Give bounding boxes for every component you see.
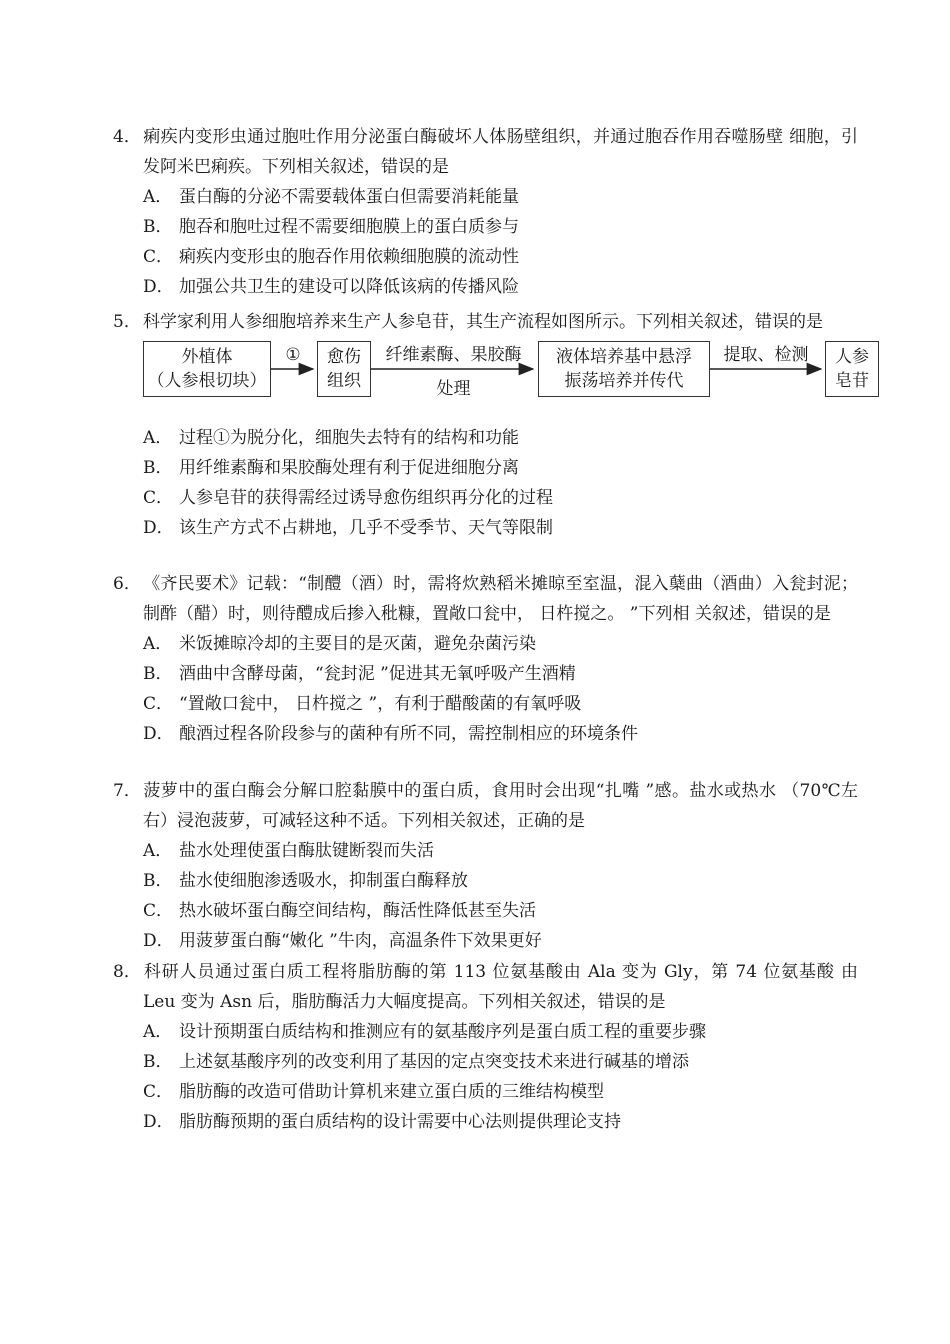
question-number: 5． — [113, 312, 141, 332]
option-d[interactable] — [113, 926, 858, 956]
option-d[interactable] — [113, 719, 858, 749]
question-stem: 菠萝中的蛋白酶会分解口腔黏膜中的蛋白质，食用时会出现“扎嘴 ”感。盐水或热水 （70℃左右）浸泡菠萝，可减轻这种不适。下列相关叙述，正确的是 — [143, 781, 858, 831]
option-letter: B． — [143, 1052, 173, 1072]
option-letter: D． — [143, 518, 174, 538]
option-text: 设计预期蛋白质结构和推测应有的氨基酸序列是蛋白质工程的重要步骤 — [179, 1022, 706, 1042]
option-text: 脂肪酶预期的蛋白质结构的设计需要中心法则提供理论支持 — [179, 1112, 621, 1132]
option-text: 热水破坏蛋白酶空间结构，酶活性降低甚至失活 — [179, 901, 536, 921]
option-letter: D． — [143, 724, 174, 744]
option-letter: B． — [143, 217, 173, 237]
question-stem: 《齐民要术》记载：“制醴（酒）时，需将炊熟稻米摊晾至室温，混入蘖曲（酒曲）入瓮封泥；制酢（醋）时，则待醴成后掺入秕糠，置敞口瓮中， 日杵搅之。 ”下列相 关叙述，错误的是 — [143, 574, 858, 624]
question-5 — [113, 307, 869, 543]
option-text: 该生产方式不占耕地，几乎不受季节、天气等限制 — [179, 518, 553, 538]
question-number: 6． — [113, 574, 141, 594]
option-c[interactable] — [113, 242, 858, 272]
arrow-label-treatment: 处理 — [436, 379, 471, 399]
option-text: 米饭摊晾冷却的主要目的是灭菌，避免杂菌污染 — [179, 634, 536, 654]
option-b[interactable] — [113, 212, 858, 242]
option-text: 用纤维素酶和果胶酶处理有利于促进细胞分离 — [179, 458, 519, 478]
option-letter: A． — [143, 634, 173, 654]
question-8 — [113, 957, 858, 1137]
option-text: 酿酒过程各阶段参与的菌种有所不同，需控制相应的环境条件 — [179, 724, 638, 744]
question-number: 7． — [113, 781, 141, 801]
option-letter: A． — [143, 1022, 173, 1042]
option-letter: A． — [143, 428, 173, 448]
option-b[interactable] — [113, 659, 858, 689]
option-letter: C． — [143, 1082, 174, 1102]
option-text: “置敞口瓮中， 日杵搅之 ”，有利于醋酸菌的有氧呼吸 — [179, 694, 582, 714]
option-letter: C． — [143, 694, 174, 714]
option-a[interactable] — [113, 182, 858, 212]
option-letter: C． — [143, 901, 174, 921]
option-c[interactable] — [113, 483, 858, 513]
option-letter: D． — [143, 1112, 174, 1132]
arrow-label-extract: 提取、检测 — [723, 345, 809, 365]
option-text: 上述氨基酸序列的改变利用了基因的定点突变技术来进行碱基的增添 — [179, 1052, 689, 1072]
option-text: 人参皂苷的获得需经过诱导愈伤组织再分化的过程 — [179, 488, 553, 508]
option-a[interactable] — [113, 836, 858, 866]
option-letter: D． — [143, 277, 174, 297]
option-text: 加强公共卫生的建设可以降低该病的传播风险 — [179, 277, 519, 297]
question-4 — [113, 122, 858, 302]
option-text: 痢疾内变形虫的胞吞作用依赖细胞膜的流动性 — [179, 247, 519, 267]
option-text: 胞吞和胞吐过程不需要细胞膜上的蛋白质参与 — [179, 217, 519, 237]
option-letter: C． — [143, 247, 174, 267]
arrow-label-enzymes: 纤维素酶、果胶酶 — [385, 345, 522, 365]
option-b[interactable] — [113, 866, 858, 896]
option-a[interactable] — [113, 1017, 858, 1047]
production-flowchart — [143, 337, 869, 417]
option-letter: B． — [143, 458, 173, 478]
question-number: 4． — [113, 127, 141, 147]
box-explant: 外植体 （人参根切块） — [143, 341, 271, 397]
question-7 — [113, 776, 858, 956]
option-text: 脂肪酶的改造可借助计算机来建立蛋白质的三维结构模型 — [179, 1082, 604, 1102]
option-a[interactable] — [113, 629, 858, 659]
question-stem: 科学家利用人参细胞培养来生产人参皂苷，其生产流程如图所示。下列相关叙述，错误的是 — [143, 312, 823, 332]
box-ginsenoside: 人参 皂苷 — [825, 341, 879, 397]
option-text: 酒曲中含酵母菌，“瓮封泥 ”促进其无氧呼吸产生酒精 — [179, 664, 576, 684]
option-d[interactable] — [113, 1107, 858, 1137]
option-b[interactable] — [113, 453, 858, 483]
question-stem: 痢疾内变形虫通过胞吐作用分泌蛋白酶破坏人体肠壁组织，并通过胞吞作用吞噬肠壁 细胞，引发阿米巴痢疾。下列相关叙述，错误的是 — [143, 127, 858, 177]
option-letter: B． — [143, 664, 173, 684]
option-text: 蛋白酶的分泌不需要载体蛋白但需要消耗能量 — [179, 187, 519, 207]
box-suspension-culture: 液体培养基中悬浮 振荡培养并传代 — [538, 341, 710, 397]
question-number: 8． — [113, 962, 141, 982]
option-c[interactable] — [113, 1077, 858, 1107]
option-c[interactable] — [113, 689, 858, 719]
option-b[interactable] — [113, 1047, 858, 1077]
option-letter: C． — [143, 488, 174, 508]
option-text: 过程①为脱分化，细胞失去特有的结构和功能 — [179, 428, 519, 448]
question-6 — [113, 569, 858, 749]
option-d[interactable] — [113, 272, 858, 302]
option-text: 用菠萝蛋白酶“嫩化 ”牛肉，高温条件下效果更好 — [179, 931, 542, 951]
option-c[interactable] — [113, 896, 858, 926]
option-letter: A． — [143, 187, 173, 207]
option-a[interactable] — [113, 423, 858, 453]
option-letter: B． — [143, 871, 173, 891]
question-stem: 科研人员通过蛋白质工程将脂肪酶的第 113 位氨基酸由 Ala 变为 Gly，第 74 位氨基酸 由 Leu 变为 Asn 后，脂肪酶活力大幅度提高。下列相关叙述，错误的是 — [143, 962, 858, 1012]
option-d[interactable] — [113, 513, 858, 543]
option-letter: D． — [143, 931, 174, 951]
option-text: 盐水处理使蛋白酶肽键断裂而失活 — [179, 841, 434, 861]
arrow-label-step-1: ① — [285, 345, 301, 365]
box-callus: 愈伤 组织 — [317, 341, 371, 397]
option-letter: A． — [143, 841, 173, 861]
option-text: 盐水使细胞渗透吸水，抑制蛋白酶释放 — [179, 871, 468, 891]
